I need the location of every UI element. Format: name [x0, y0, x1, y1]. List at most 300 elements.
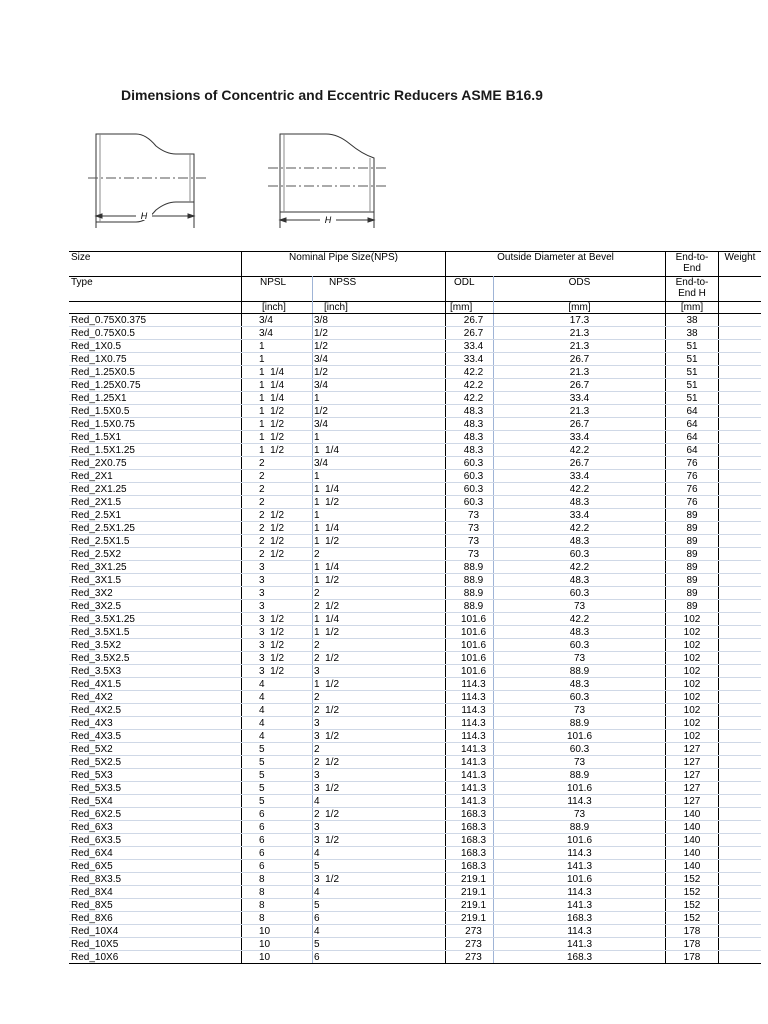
cell-type: Red_3.5X2: [69, 639, 242, 652]
cell-npss: 4: [313, 795, 446, 808]
cell-odl: 101.6: [446, 665, 494, 678]
table-row: [69, 574, 761, 587]
cell-odl: 114.3: [446, 717, 494, 730]
cell-weight: [719, 834, 762, 847]
table-row: [69, 782, 761, 795]
cell-type: Red_4X1.5: [69, 678, 242, 691]
table-row: [69, 938, 761, 951]
cell-end-to-end-h: 127: [666, 782, 719, 795]
cell-end-to-end-h: 152: [666, 912, 719, 925]
cell-weight: [719, 392, 762, 405]
height-label: H: [324, 215, 332, 225]
cell-npss: 4: [313, 886, 446, 899]
cell-weight: [719, 574, 762, 587]
cell-npss: 1 1/2: [313, 626, 446, 639]
cell-end-to-end-h: 140: [666, 808, 719, 821]
unit-h: [mm]: [666, 302, 719, 314]
cell-end-to-end-h: 89: [666, 574, 719, 587]
cell-odl: 26.7: [446, 327, 494, 340]
cell-ods: 33.4: [494, 470, 666, 483]
cell-ods: 73: [494, 704, 666, 717]
table-row: [69, 327, 761, 340]
cell-npss: 1/2: [313, 327, 446, 340]
cell-npss: 3/4: [313, 379, 446, 392]
cell-type: Red_1.25X0.75: [69, 379, 242, 392]
cell-odl: 48.3: [446, 418, 494, 431]
table-row: [69, 626, 761, 639]
cell-ods: 114.3: [494, 795, 666, 808]
cell-weight: [719, 587, 762, 600]
cell-odl: 168.3: [446, 808, 494, 821]
cell-weight: [719, 379, 762, 392]
cell-odl: 88.9: [446, 587, 494, 600]
cell-type: Red_5X3: [69, 769, 242, 782]
cell-ods: 21.3: [494, 327, 666, 340]
cell-type: Red_2X1.25: [69, 483, 242, 496]
cell-weight: [719, 717, 762, 730]
cell-npsl: 3/4: [242, 314, 313, 327]
cell-type: Red_3.5X1.25: [69, 613, 242, 626]
cell-odl: 168.3: [446, 860, 494, 873]
cell-end-to-end-h: 38: [666, 327, 719, 340]
table-row: [69, 886, 761, 899]
cell-ods: 33.4: [494, 509, 666, 522]
cell-odl: 141.3: [446, 795, 494, 808]
header-od: Outside Diameter at Bevel: [446, 252, 666, 277]
table-row: [69, 600, 761, 613]
cell-odl: 88.9: [446, 561, 494, 574]
table-row: [69, 899, 761, 912]
cell-npsl: 3: [242, 574, 313, 587]
cell-odl: 42.2: [446, 392, 494, 405]
cell-weight: [719, 756, 762, 769]
table-row: [69, 834, 761, 847]
cell-ods: 141.3: [494, 860, 666, 873]
cell-ods: 114.3: [494, 925, 666, 938]
cell-npsl: 8: [242, 912, 313, 925]
cell-odl: 219.1: [446, 899, 494, 912]
cell-odl: 141.3: [446, 743, 494, 756]
eccentric-reducer-drawing: [268, 128, 398, 228]
cell-odl: 26.7: [446, 314, 494, 327]
cell-npsl: 8: [242, 886, 313, 899]
cell-npsl: 8: [242, 899, 313, 912]
cell-ods: 141.3: [494, 899, 666, 912]
cell-end-to-end-h: 127: [666, 756, 719, 769]
table-row: [69, 821, 761, 834]
cell-weight: [719, 678, 762, 691]
cell-end-to-end-h: 38: [666, 314, 719, 327]
cell-weight: [719, 691, 762, 704]
cell-ods: 48.3: [494, 574, 666, 587]
unit-odl: [mm]: [446, 302, 494, 314]
cell-ods: 26.7: [494, 353, 666, 366]
cell-npss: 3 1/2: [313, 782, 446, 795]
header-odl: ODL: [446, 277, 494, 302]
cell-end-to-end-h: 89: [666, 522, 719, 535]
cell-npsl: 2 1/2: [242, 535, 313, 548]
table-row: [69, 808, 761, 821]
cell-end-to-end-h: 64: [666, 431, 719, 444]
cell-npss: 2: [313, 691, 446, 704]
cell-type: Red_6X4: [69, 847, 242, 860]
page-title: Dimensions of Concentric and Eccentric Reducers ASME B16.9: [121, 87, 543, 103]
cell-type: Red_3X1.25: [69, 561, 242, 574]
cell-type: Red_8X5: [69, 899, 242, 912]
cell-type: Red_6X2.5: [69, 808, 242, 821]
cell-weight: [719, 548, 762, 561]
cell-npsl: 1 1/2: [242, 444, 313, 457]
table-row: [69, 665, 761, 678]
cell-npss: 2: [313, 548, 446, 561]
cell-end-to-end-h: 102: [666, 704, 719, 717]
cell-odl: 42.2: [446, 379, 494, 392]
cell-type: Red_4X3.5: [69, 730, 242, 743]
cell-type: Red_8X3.5: [69, 873, 242, 886]
cell-ods: 21.3: [494, 405, 666, 418]
cell-npss: 3: [313, 665, 446, 678]
cell-type: Red_3.5X1.5: [69, 626, 242, 639]
cell-npsl: 10: [242, 951, 313, 964]
cell-odl: 88.9: [446, 574, 494, 587]
cell-type: Red_1.25X1: [69, 392, 242, 405]
cell-odl: 101.6: [446, 626, 494, 639]
cell-odl: 114.3: [446, 691, 494, 704]
cell-ods: 21.3: [494, 340, 666, 353]
cell-npsl: 6: [242, 821, 313, 834]
cell-npsl: 10: [242, 938, 313, 951]
cell-npsl: 10: [242, 925, 313, 938]
cell-weight: [719, 535, 762, 548]
cell-weight: [719, 327, 762, 340]
cell-npss: 3: [313, 821, 446, 834]
cell-weight: [719, 951, 762, 964]
cell-npss: 3 1/2: [313, 730, 446, 743]
cell-ods: 42.2: [494, 613, 666, 626]
cell-ods: 88.9: [494, 769, 666, 782]
cell-type: Red_3X2: [69, 587, 242, 600]
cell-end-to-end-h: 102: [666, 691, 719, 704]
cell-end-to-end-h: 127: [666, 743, 719, 756]
cell-type: Red_2X1.5: [69, 496, 242, 509]
table-row: [69, 847, 761, 860]
cell-ods: 101.6: [494, 782, 666, 795]
cell-odl: 114.3: [446, 730, 494, 743]
cell-odl: 101.6: [446, 639, 494, 652]
cell-npss: 5: [313, 899, 446, 912]
cell-ods: 48.3: [494, 535, 666, 548]
table-row: [69, 860, 761, 873]
cell-odl: 273: [446, 925, 494, 938]
cell-type: Red_1.25X0.5: [69, 366, 242, 379]
cell-odl: 168.3: [446, 821, 494, 834]
cell-weight: [719, 639, 762, 652]
cell-end-to-end-h: 102: [666, 665, 719, 678]
cell-ods: 26.7: [494, 418, 666, 431]
cell-npsl: 1: [242, 340, 313, 353]
cell-npsl: 8: [242, 873, 313, 886]
header-weight: Weight: [719, 252, 762, 277]
header-end-to-end: End-to- End: [666, 252, 719, 277]
cell-ods: 42.2: [494, 444, 666, 457]
cell-type: Red_5X2: [69, 743, 242, 756]
cell-ods: 73: [494, 652, 666, 665]
cell-end-to-end-h: 89: [666, 600, 719, 613]
cell-ods: 42.2: [494, 561, 666, 574]
cell-weight: [719, 600, 762, 613]
cell-odl: 48.3: [446, 431, 494, 444]
unit-ods: [mm]: [494, 302, 666, 314]
cell-npss: 5: [313, 860, 446, 873]
table-row: [69, 743, 761, 756]
cell-odl: 42.2: [446, 366, 494, 379]
cell-ods: 60.3: [494, 639, 666, 652]
table-row: [69, 756, 761, 769]
cell-type: Red_0.75X0.375: [69, 314, 242, 327]
cell-npss: 2: [313, 743, 446, 756]
cell-weight: [719, 613, 762, 626]
cell-end-to-end-h: 140: [666, 821, 719, 834]
cell-weight: [719, 522, 762, 535]
cell-weight: [719, 769, 762, 782]
cell-end-to-end-h: 178: [666, 938, 719, 951]
cell-npsl: 3/4: [242, 327, 313, 340]
cell-type: Red_0.75X0.5: [69, 327, 242, 340]
cell-end-to-end-h: 152: [666, 873, 719, 886]
cell-npss: 1 1/4: [313, 561, 446, 574]
cell-odl: 273: [446, 938, 494, 951]
table-row: [69, 912, 761, 925]
cell-npsl: 4: [242, 678, 313, 691]
cell-end-to-end-h: 152: [666, 886, 719, 899]
cell-ods: 168.3: [494, 912, 666, 925]
cell-end-to-end-h: 102: [666, 639, 719, 652]
table-row: [69, 691, 761, 704]
cell-weight: [719, 821, 762, 834]
cell-npss: 3: [313, 717, 446, 730]
table-row: [69, 704, 761, 717]
cell-odl: 60.3: [446, 496, 494, 509]
cell-end-to-end-h: 64: [666, 418, 719, 431]
cell-npss: 1 1/4: [313, 613, 446, 626]
cell-end-to-end-h: 51: [666, 392, 719, 405]
cell-npsl: 4: [242, 704, 313, 717]
cell-npss: 1: [313, 470, 446, 483]
cell-end-to-end-h: 127: [666, 769, 719, 782]
cell-npss: 1: [313, 392, 446, 405]
cell-end-to-end-h: 127: [666, 795, 719, 808]
cell-ods: 101.6: [494, 730, 666, 743]
cell-type: Red_5X3.5: [69, 782, 242, 795]
cell-end-to-end-h: 89: [666, 548, 719, 561]
cell-npss: 2: [313, 639, 446, 652]
cell-type: Red_1X0.75: [69, 353, 242, 366]
cell-ods: 60.3: [494, 743, 666, 756]
cell-odl: 60.3: [446, 470, 494, 483]
cell-npsl: 2 1/2: [242, 548, 313, 561]
cell-weight: [719, 405, 762, 418]
table-row: [69, 925, 761, 938]
cell-end-to-end-h: 178: [666, 925, 719, 938]
cell-weight: [719, 782, 762, 795]
cell-ods: 101.6: [494, 834, 666, 847]
cell-type: Red_5X2.5: [69, 756, 242, 769]
table-row: [69, 470, 761, 483]
cell-odl: 33.4: [446, 353, 494, 366]
table-row: [69, 509, 761, 522]
cell-npss: 3/8: [313, 314, 446, 327]
cell-ods: 33.4: [494, 392, 666, 405]
cell-npss: 3 1/2: [313, 873, 446, 886]
cell-npsl: 6: [242, 860, 313, 873]
cell-npsl: 6: [242, 834, 313, 847]
cell-odl: 73: [446, 509, 494, 522]
cell-odl: 88.9: [446, 600, 494, 613]
cell-npsl: 3 1/2: [242, 652, 313, 665]
cell-weight: [719, 704, 762, 717]
unit-weight-blank: [719, 302, 762, 314]
cell-end-to-end-h: 89: [666, 509, 719, 522]
cell-end-to-end-h: 51: [666, 366, 719, 379]
cell-weight: [719, 743, 762, 756]
cell-npss: 2 1/2: [313, 808, 446, 821]
cell-npss: 2 1/2: [313, 756, 446, 769]
cell-npsl: 1 1/2: [242, 418, 313, 431]
cell-npss: 1 1/2: [313, 678, 446, 691]
table-row: [69, 587, 761, 600]
cell-ods: 114.3: [494, 847, 666, 860]
table-row: [69, 652, 761, 665]
cell-weight: [719, 314, 762, 327]
cell-odl: 73: [446, 548, 494, 561]
cell-type: Red_8X6: [69, 912, 242, 925]
cell-type: Red_3X2.5: [69, 600, 242, 613]
table-row: [69, 353, 761, 366]
cell-weight: [719, 730, 762, 743]
cell-weight: [719, 496, 762, 509]
cell-type: Red_10X5: [69, 938, 242, 951]
cell-type: Red_3X1.5: [69, 574, 242, 587]
cell-type: Red_2.5X1: [69, 509, 242, 522]
cell-npss: 1: [313, 431, 446, 444]
cell-npss: 2 1/2: [313, 600, 446, 613]
cell-end-to-end-h: 76: [666, 496, 719, 509]
cell-npss: 2: [313, 587, 446, 600]
cell-odl: 168.3: [446, 847, 494, 860]
cell-type: Red_2X0.75: [69, 457, 242, 470]
cell-npsl: 1 1/2: [242, 431, 313, 444]
table-subheader-row: [69, 277, 761, 302]
cell-odl: 114.3: [446, 704, 494, 717]
cell-npsl: 5: [242, 795, 313, 808]
cell-ods: 48.3: [494, 496, 666, 509]
cell-npsl: 2: [242, 496, 313, 509]
table-row: [69, 392, 761, 405]
table-row: [69, 535, 761, 548]
cell-ods: 42.2: [494, 483, 666, 496]
cell-weight: [719, 808, 762, 821]
cell-type: Red_4X2: [69, 691, 242, 704]
table-row: [69, 340, 761, 353]
cell-ods: 141.3: [494, 938, 666, 951]
table-row: [69, 613, 761, 626]
cell-weight: [719, 886, 762, 899]
cell-npss: 1: [313, 509, 446, 522]
cell-odl: 73: [446, 522, 494, 535]
cell-npsl: 2 1/2: [242, 509, 313, 522]
table-row: [69, 730, 761, 743]
header-npss: NPSS: [313, 277, 446, 302]
cell-npsl: 3 1/2: [242, 626, 313, 639]
cell-odl: 101.6: [446, 652, 494, 665]
cell-npss: 1 1/4: [313, 444, 446, 457]
cell-odl: 60.3: [446, 483, 494, 496]
cell-ods: 73: [494, 600, 666, 613]
concentric-reducer-drawing: [88, 128, 218, 228]
cell-odl: 219.1: [446, 912, 494, 925]
cell-npsl: 5: [242, 769, 313, 782]
cell-npss: 1/2: [313, 366, 446, 379]
cell-end-to-end-h: 102: [666, 626, 719, 639]
cell-npsl: 4: [242, 717, 313, 730]
cell-ods: 60.3: [494, 587, 666, 600]
table-row: [69, 418, 761, 431]
cell-end-to-end-h: 102: [666, 730, 719, 743]
cell-npss: 1/2: [313, 340, 446, 353]
cell-type: Red_6X3.5: [69, 834, 242, 847]
cell-type: Red_2.5X1.5: [69, 535, 242, 548]
cell-end-to-end-h: 140: [666, 860, 719, 873]
cell-npsl: 2: [242, 483, 313, 496]
cell-npss: 1 1/4: [313, 483, 446, 496]
table-row: [69, 366, 761, 379]
table-row: [69, 431, 761, 444]
cell-type: Red_4X2.5: [69, 704, 242, 717]
table-row: [69, 795, 761, 808]
table-row: [69, 548, 761, 561]
cell-weight: [719, 561, 762, 574]
cell-odl: 219.1: [446, 886, 494, 899]
cell-weight: [719, 444, 762, 457]
cell-odl: 60.3: [446, 457, 494, 470]
table-row: [69, 444, 761, 457]
unit-npss: [inch]: [313, 302, 446, 314]
cell-npsl: 4: [242, 730, 313, 743]
cell-weight: [719, 652, 762, 665]
cell-type: Red_1.5X0.5: [69, 405, 242, 418]
cell-end-to-end-h: 64: [666, 405, 719, 418]
header-nps: Nominal Pipe Size(NPS): [242, 252, 446, 277]
header-ods: ODS: [494, 277, 666, 302]
cell-end-to-end-h: 140: [666, 847, 719, 860]
cell-npss: 2 1/2: [313, 704, 446, 717]
cell-weight: [719, 938, 762, 951]
cell-end-to-end-h: 76: [666, 470, 719, 483]
cell-odl: 33.4: [446, 340, 494, 353]
cell-npss: 4: [313, 925, 446, 938]
table-row: [69, 379, 761, 392]
cell-npsl: 5: [242, 743, 313, 756]
table-row: [69, 951, 761, 964]
cell-end-to-end-h: 140: [666, 834, 719, 847]
cell-ods: 48.3: [494, 626, 666, 639]
cell-weight: [719, 847, 762, 860]
cell-npsl: 6: [242, 847, 313, 860]
table-row: [69, 561, 761, 574]
table-row: [69, 496, 761, 509]
cell-weight: [719, 340, 762, 353]
cell-end-to-end-h: 102: [666, 652, 719, 665]
